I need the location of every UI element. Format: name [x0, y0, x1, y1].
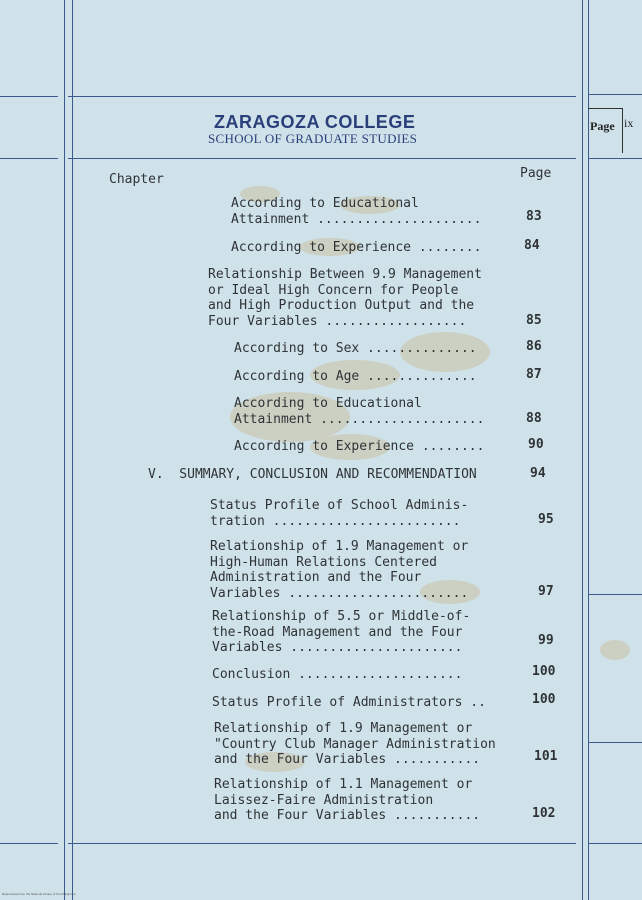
right-side-rule-2: [588, 742, 642, 743]
toc-page: 101: [534, 749, 558, 764]
header-rule: [68, 158, 576, 159]
toc-page: 86: [526, 339, 542, 354]
top-rule: [0, 96, 58, 97]
header-rule-right: [588, 158, 642, 159]
toc-page: 95: [538, 512, 554, 527]
toc-page: 87: [526, 367, 542, 382]
right-side-rule: [588, 594, 642, 595]
school-name: SCHOOL OF GRADUATE STUDIES: [208, 131, 418, 146]
toc-entry: Conclusion .....................: [212, 667, 463, 682]
footer-watermark: Reproduced from the National Library of the Philippines: [2, 892, 76, 896]
toc-page: 97: [538, 584, 554, 599]
toc-entry: According to Educational Attainment .....................: [231, 196, 482, 227]
left-margin-line: [64, 0, 65, 900]
toc-entry: According to Educational Attainment .....................: [234, 396, 485, 427]
toc-page: 99: [538, 633, 554, 648]
page-number: ix: [624, 116, 634, 130]
bottom-rule-right: [588, 843, 642, 844]
toc-page: 102: [532, 806, 556, 821]
toc-entry: Status Profile of School Adminis- tration ........................: [210, 498, 469, 529]
toc-page: 94: [530, 466, 546, 481]
stain: [600, 640, 630, 660]
toc-page: 88: [526, 411, 542, 426]
toc-page: 84: [524, 238, 540, 253]
toc-entry: Status Profile of Administrators ..: [212, 695, 486, 710]
toc-entry: Relationship Between 9.9 Management or Ideal High Concern for People and High Production Output and the Four Variables ..................: [208, 267, 482, 329]
toc-entry: V. SUMMARY, CONCLUSION AND RECOMMENDATION: [148, 467, 477, 482]
toc-page: 100: [532, 664, 556, 679]
toc-page: 100: [532, 692, 556, 707]
toc-entry: Relationship of 1.9 Management or High-Human Relations Centered Administration and the Four Variables .......................: [210, 539, 469, 601]
top-rule-main: [68, 96, 576, 97]
chapter-column-header: Chapter: [109, 172, 164, 187]
toc-entry: According to Experience ........: [234, 439, 485, 454]
toc-entry: According to Sex ..............: [234, 341, 477, 356]
right-margin-line: [582, 0, 583, 900]
toc-entry: According to Age ..............: [234, 369, 477, 384]
toc-entry: Relationship of 1.9 Management or "Country Club Manager Administration and the Four Variables ...........: [214, 721, 496, 767]
toc-page: 90: [528, 437, 544, 452]
toc-entry: Relationship of 1.1 Management or Laissez-Faire Administration and the Four Variables ...........: [214, 777, 481, 823]
toc-entry: According to Experience ........: [231, 240, 482, 255]
page-label: Page: [590, 119, 615, 133]
college-name: ZARAGOZA COLLEGE: [214, 112, 416, 132]
bottom-rule: [68, 843, 576, 844]
toc-page: 85: [526, 313, 542, 328]
bottom-rule-left: [0, 843, 58, 844]
inner-left-line: [72, 0, 73, 900]
page-column-header: Page: [520, 166, 552, 181]
toc-entry: Relationship of 5.5 or Middle-of- the-Road Management and the Four Variables ......................: [212, 609, 471, 655]
top-rule-right: [588, 94, 642, 95]
header-rule-left: [0, 158, 58, 159]
toc-page: 83: [526, 209, 542, 224]
